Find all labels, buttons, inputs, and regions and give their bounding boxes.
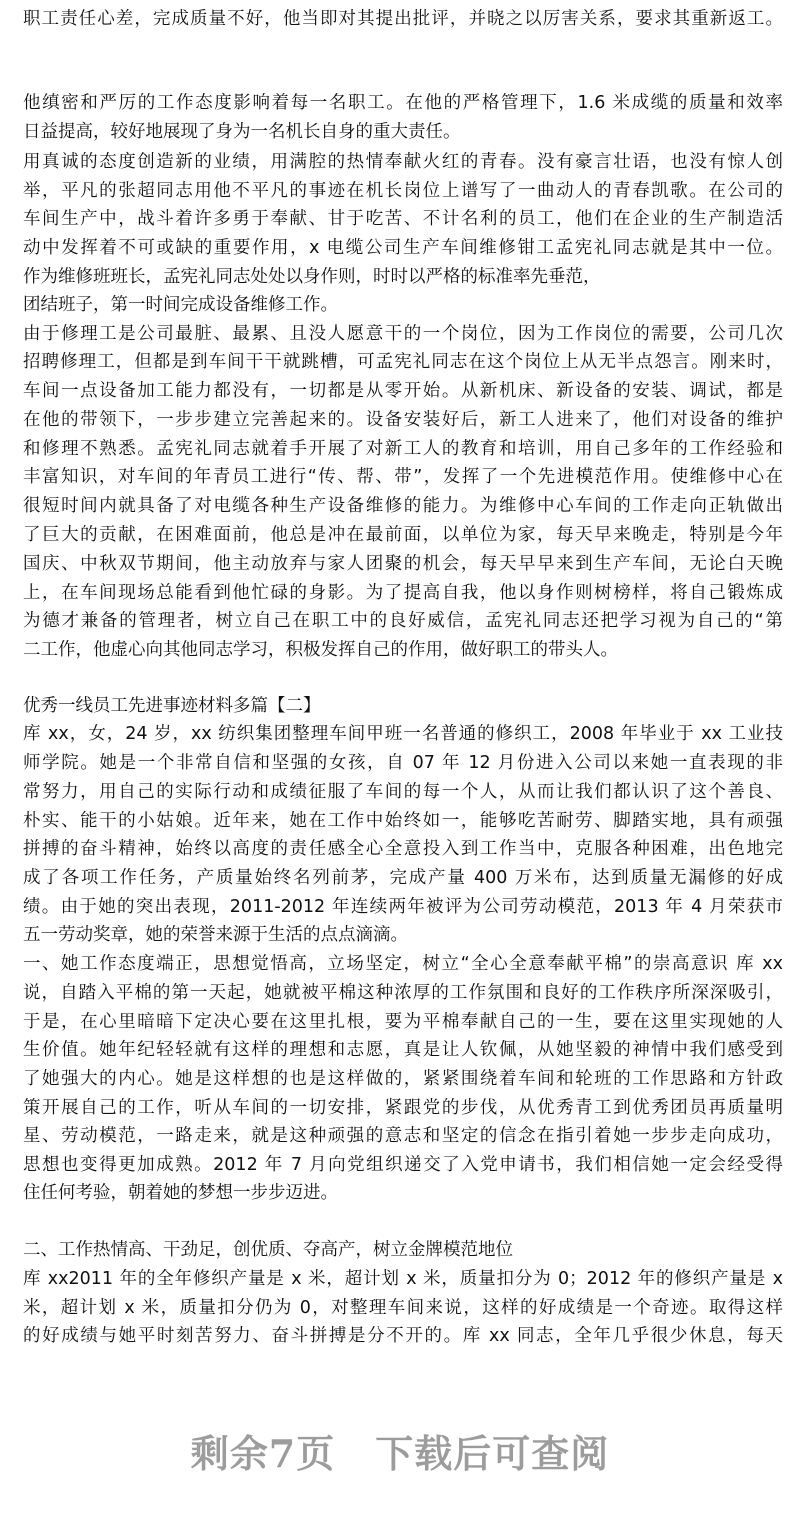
remaining-pages-label: 剩余7页 bbox=[190, 1430, 336, 1476]
text-line: 库 xx2011 年的全年修织产量是 x 米，超计划 x 米，质量扣分为 0；2012 年的修织产量是 x bbox=[23, 1269, 783, 1289]
text-line: 于是，在心里暗暗下定决心要在这里扎根，要为平棉奉献自己的一生，要在这里实现她的人 bbox=[23, 1012, 783, 1032]
text-line: 和修理不熟悉。孟宪礼同志就着手开展了对新工人的教育和培训，用自己多年的工作经验和 bbox=[23, 439, 783, 459]
text-line: 星、劳动模范，一路走来，就是这种顽强的意志和坚定的信念在指引着她一步步走向成功， bbox=[23, 1126, 783, 1146]
text-line: 车间生产中，战斗着许多勇于奉献、甘于吃苦、不计名利的员工，他们在企业的生产制造活 bbox=[23, 209, 783, 229]
text-line: 思想也变得更加成熟。2012 年 7 月向党组织递交了入党申请书，我们相信她一定会经受得 bbox=[23, 1155, 783, 1175]
text-line: 团结班子，第一时间完成设备维修工作。 bbox=[23, 295, 338, 315]
section-heading: 优秀一线员工先进事迹材料多篇【二】 bbox=[23, 696, 321, 716]
text-line: 二工作，他虚心向其他同志学习，积极发挥自己的作用，做好职工的带头人。 bbox=[23, 640, 618, 660]
text-line: 他缜密和严厉的工作态度影响着每一名职工。在他的严格管理下，1.6 米成缆的质量和效率 bbox=[23, 93, 783, 113]
text-line: 职工责任心差，完成质量不好，他当即对其提出批评，并晓之以厉害关系，要求其重新返工。 bbox=[23, 9, 783, 29]
text-line: 了她强大的内心。她是这样想的也是这样做的，紧紧围绕着车间和轮班的工作思路和方针政 bbox=[23, 1069, 783, 1089]
text-line: 由于修理工是公司最脏、最累、且没人愿意干的一个岗位，因为工作岗位的需要，公司几次 bbox=[23, 324, 783, 344]
text-line: 常努力，用自己的实际行动和成绩征服了车间的每一个人，从而让我们都认识了这个善良、 bbox=[23, 782, 783, 802]
text-line: 库 xx，女，24 岁，xx 纺织集团整理车间甲班一名普通的修织工，2008 年毕业于 xx 工业技 bbox=[23, 724, 783, 744]
text-line: 策开展自己的工作，听从车间的一切安排，紧跟党的步伐，从优秀青工到优秀团员再质量明 bbox=[23, 1098, 783, 1118]
section-heading: 二、工作热情高、干劲足，创优质、夺高产，树立金牌模范地位 bbox=[23, 1240, 513, 1260]
text-line: 说，自踏入平棉的第一天起，她就被平棉这种浓厚的工作氛围和良好的工作秩序所深深吸引， bbox=[23, 983, 783, 1003]
text-line: 拼搏的奋斗精神，始终以高度的责任感全心全意投入到工作当中，克服各种困难，出色地完 bbox=[23, 839, 783, 859]
text-line: 了巨大的贡献，在困难面前，他总是冲在最前面，以单位为家，每天早来晚走，特别是今年 bbox=[23, 525, 783, 545]
download-to-view-label[interactable]: 下载后可查阅 bbox=[375, 1430, 610, 1476]
text-line: 在他的带领下，一步步建立完善起来的。设备安装好后，新工人进来了，他们对设备的维护 bbox=[23, 410, 783, 430]
text-line: 用真诚的态度创造新的业绩，用满腔的热情奉献火红的青春。没有豪言壮语，也没有惊人创 bbox=[23, 152, 783, 172]
text-line: 绩。由于她的突出表现，2011-2012 年连续两年被评为公司劳动模范，2013 年 4 月荣获市 bbox=[23, 897, 783, 917]
text-line: 很短时间内就具备了对电缆各种生产设备维修的能力。为维修中心车间的工作走向正轨做出 bbox=[23, 496, 783, 516]
text-line: 国庆、中秋双节期间，他主动放弃与家人团聚的机会，每天早早来到生产车间，无论白天晚 bbox=[23, 554, 783, 574]
download-prompt[interactable] bbox=[0, 1410, 800, 1490]
text-line: 为德才兼备的管理者，树立自己在职工中的良好威信，孟宪礼同志还把学习视为自己的“第 bbox=[23, 611, 783, 631]
text-line: 日益提高，较好地展现了身为一名机长自身的重大责任。 bbox=[23, 122, 461, 142]
text-line: 生价值。她年纪轻轻就有这样的理想和志愿，真是让人钦佩，从她坚毅的神情中我们感受到 bbox=[23, 1040, 783, 1060]
text-line: 住任何考验，朝着她的梦想一步步迈进。 bbox=[23, 1183, 338, 1203]
text-line: 米，超计划 x 米，质量扣分仍为 0，对整理车间来说，这样的好成绩是一个奇迹。取得这样 bbox=[23, 1298, 783, 1318]
text-line: 的好成绩与她平时刻苦努力、奋斗拼搏是分不开的。库 xx 同志，全年几乎很少休息，每天 bbox=[23, 1326, 783, 1346]
text-line: 作为维修班班长，孟宪礼同志处处以身作则，时时以严格的标准率先垂范， bbox=[23, 267, 601, 287]
text-line: 丰富知识，对车间的年青员工进行“传、帮、带”，发挥了一个先进模范作用。使维修中心在 bbox=[23, 467, 783, 487]
text-line: 举，平凡的张超同志用他不平凡的事迹在机长岗位上谱写了一曲动人的青春凯歌。在公司的 bbox=[23, 181, 783, 201]
text-line: 成了各项工作任务，产质量始终名列前茅，完成产量 400 万米布，达到质量无漏修的好成 bbox=[23, 868, 783, 888]
text-line: 上，在车间现场总能看到他忙碌的身影。为了提高自我，他以身作则树榜样，将自己锻炼成 bbox=[23, 583, 783, 603]
text-line: 师学院。她是一个非常自信和坚强的女孩，自 07 年 12 月份进入公司以来她一直表现的非 bbox=[23, 753, 783, 773]
text-line: 一、她工作态度端正，思想觉悟高，立场坚定，树立“全心全意奉献平棉”的崇高意识 库 xx bbox=[23, 954, 783, 974]
text-line: 车间一点设备加工能力都没有，一切都是从零开始。从新机床、新设备的安装、调试，都是 bbox=[23, 381, 783, 401]
text-line: 五一劳动奖章，她的荣誉来源于生活的点点滴滴。 bbox=[23, 925, 408, 945]
text-line: 朴实、能干的小姑娘。近年来，她在工作中始终如一，能够吃苦耐劳、脚踏实地，具有顽强 bbox=[23, 811, 783, 831]
text-line: 招聘修理工，但都是到车间干干就跳槽，可孟宪礼同志在这个岗位上从无半点怨言。刚来时， bbox=[23, 352, 783, 372]
text-line: 动中发挥着不可或缺的重要作用，x 电缆公司生产车间维修钳工孟宪礼同志就是其中一位。 bbox=[23, 238, 783, 258]
